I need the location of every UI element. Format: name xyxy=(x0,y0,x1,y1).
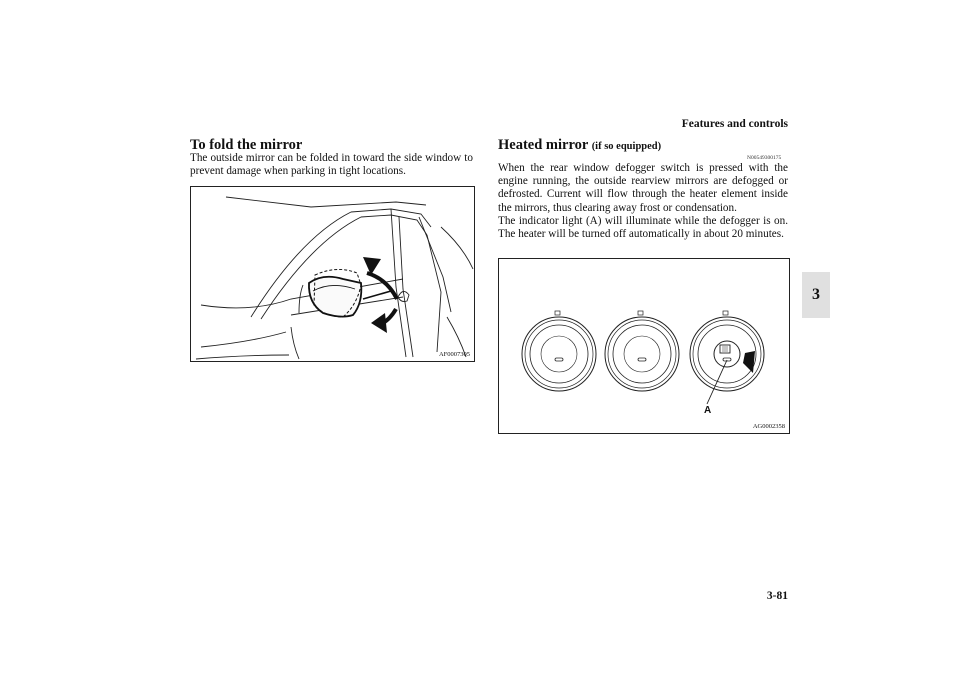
mirror-fold-illustration xyxy=(191,187,474,361)
heated-mirror-text xyxy=(498,162,788,241)
figure-code-right: AG0002358 xyxy=(752,423,785,430)
callout-label-a: A xyxy=(704,405,712,416)
chapter-tab: 3 xyxy=(802,272,830,318)
center-dial xyxy=(605,311,679,391)
arrow-icon xyxy=(743,351,755,373)
section-header: Features and controls xyxy=(681,118,788,130)
fold-mirror-heading: To fold the mirror xyxy=(190,137,303,153)
right-dial xyxy=(690,311,764,391)
figure-code-left: AF0007305 xyxy=(438,351,470,358)
climate-control-illustration xyxy=(499,259,789,433)
page-number: 3-81 xyxy=(766,590,788,602)
heated-mirror-note: (if so equipped) xyxy=(591,141,662,152)
heated-mirror-title: Heated mirror xyxy=(498,137,589,153)
heated-mirror-paragraph-2: The indicator light (A) will illuminate while the defogger is on. The heater will be turned off automatically in about 20 minutes. xyxy=(498,214,788,241)
defogger-switch-figure xyxy=(498,258,790,434)
left-dial xyxy=(522,311,596,391)
heated-mirror-heading xyxy=(498,137,661,154)
mirror-fold-figure xyxy=(190,186,475,362)
reference-code: N00549300175 xyxy=(747,155,782,161)
fold-mirror-text: The outside mirror can be folded in toward the side window to prevent damage when parking in tight locations. xyxy=(190,152,473,178)
heated-mirror-paragraph-1: When the rear window defogger switch is pressed with the engine running, the outside rearview mirrors are defogged or defrosted. Current will flow through the heater element inside the mirrors, thus clearing away frost or condensation. xyxy=(498,162,788,214)
